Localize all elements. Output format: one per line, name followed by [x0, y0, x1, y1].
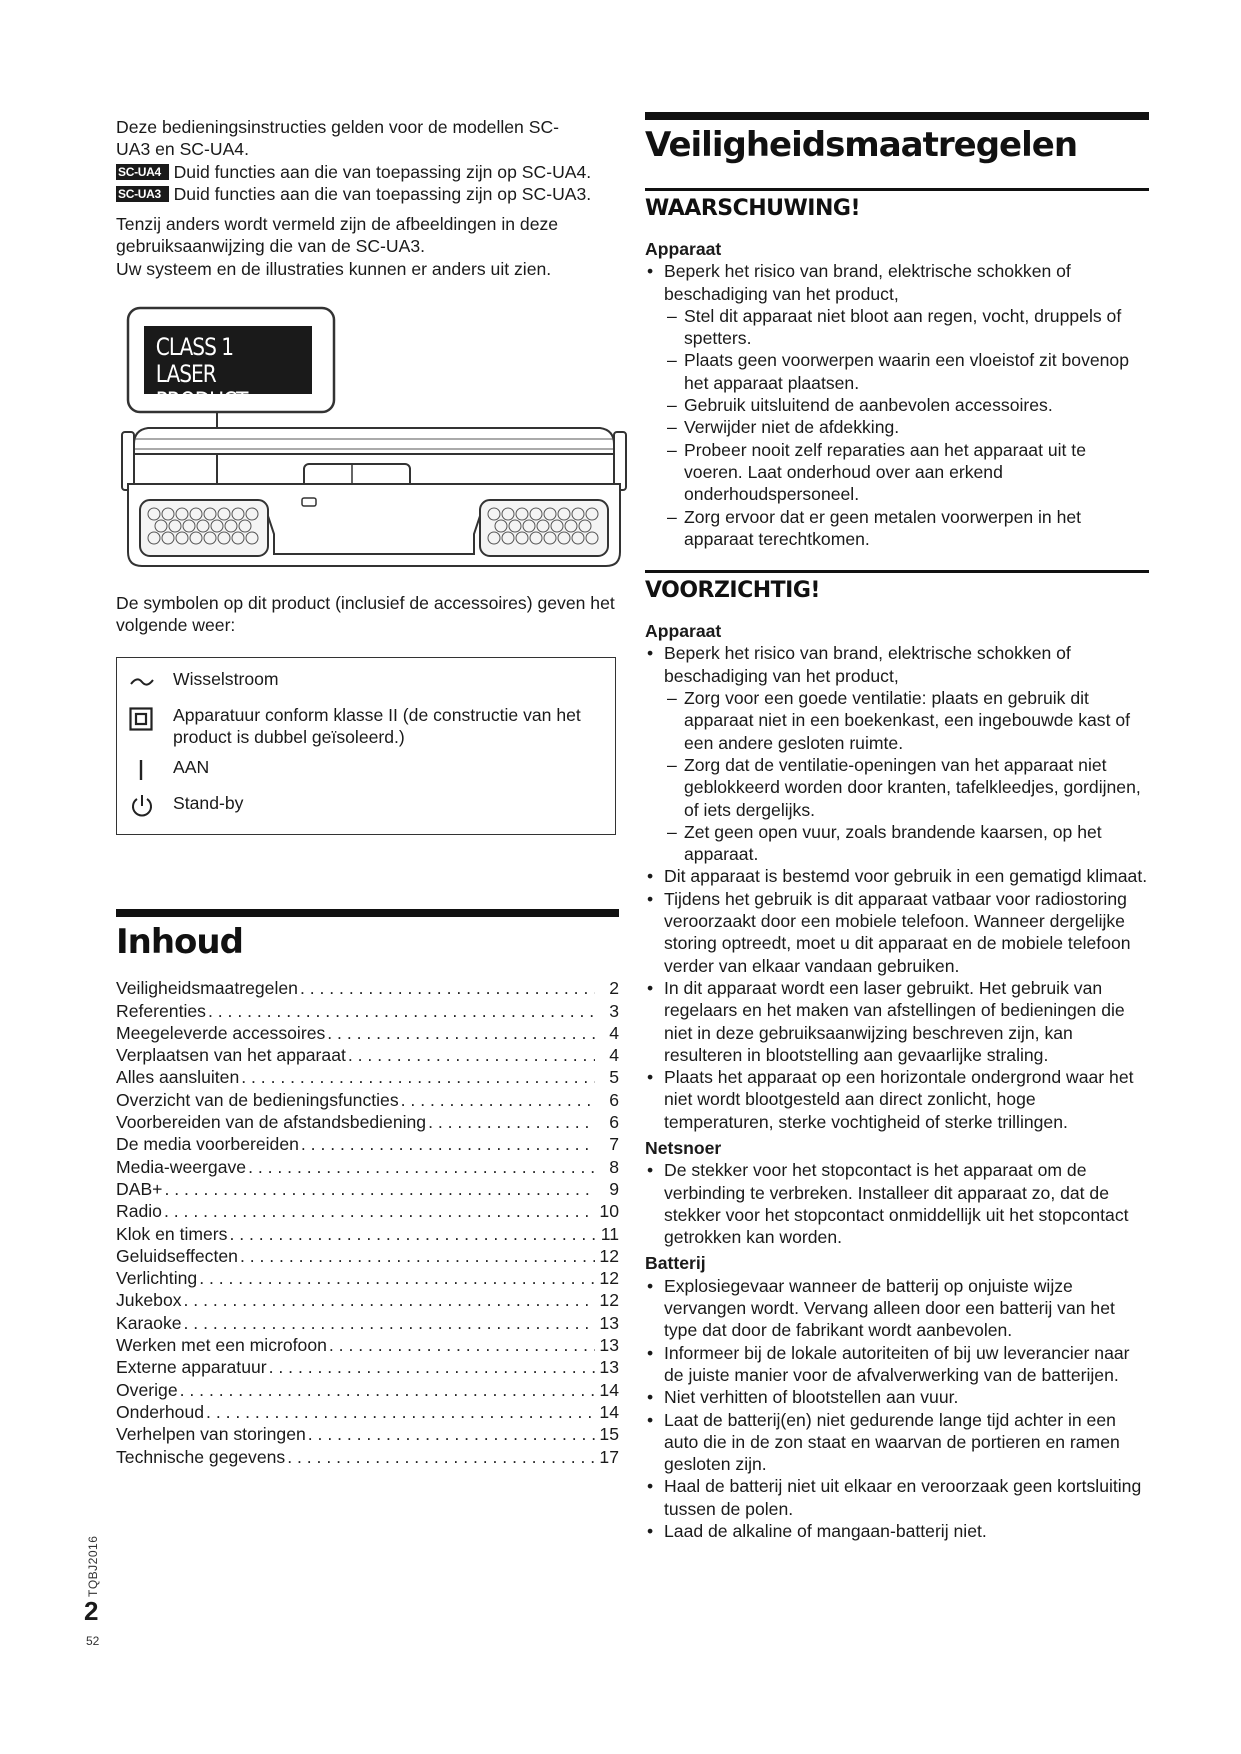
symbol-row — [129, 752, 603, 788]
toc-entry-label: Veiligheidsmaatregelen — [116, 978, 298, 999]
batterij-bullet-item: • Laat de batterij(en) niet gedurende lange tijd achter in een auto die in de zon staat en waarvan de portieren en ramen gesloten zijn. — [645, 1409, 1149, 1476]
right-column — [645, 112, 1149, 1542]
illustration-disclaimer: Uw systeem en de illustraties kunnen er anders uit zien. — [116, 258, 552, 279]
warning-dash-item: – Plaats geen voorwerpen waarin een vloeistof zit bovenop het apparaat plaatsen. — [645, 349, 1149, 394]
caution-dash-item: – Zet geen open vuur, zoals brandende kaarsen, op het apparaat. — [645, 821, 1149, 866]
toc-entry — [116, 977, 619, 999]
toc-title: Inhoud — [116, 909, 619, 963]
warning-heading: WAARSCHUWING! — [645, 188, 1149, 224]
warning-dash-item: – Stel dit apparaat niet bloot aan regen, vocht, druppels of spetters. — [645, 305, 1149, 350]
toc-dot-leader — [428, 1111, 595, 1133]
toc-dot-leader — [184, 1289, 595, 1311]
symbol-description: AAN — [173, 757, 210, 778]
warning-subheading: Apparaat — [645, 239, 722, 259]
toc-entry — [116, 1446, 619, 1468]
toc-entry-label: Verhelpen van storingen — [116, 1424, 306, 1445]
illustration-note: Tenzij anders wordt vermeld zijn de afbeeldingen in deze gebruiksaanwijzing die van de SC-UA3. — [116, 214, 559, 257]
toc-entry — [116, 1423, 619, 1445]
toc-entry-page: 14 — [599, 1379, 619, 1400]
toc-entry — [116, 1379, 619, 1401]
toc-entry — [116, 1044, 619, 1066]
toc-entry-label: Meegeleverde accessoires — [116, 1022, 326, 1043]
toc-dot-leader — [164, 1178, 595, 1200]
toc-dot-leader — [180, 1379, 595, 1401]
toc-entry-label: Verlichting — [116, 1268, 198, 1289]
laser-label-line1: CLASS 1 — [155, 333, 234, 362]
toc-dot-leader — [240, 1245, 595, 1267]
batterij-bullet-item: • Explosiegevaar wanneer de batterij op onjuiste wijze vervangen wordt. Vervang alleen door een batterij van het type dat door de fabrikant wordt aanbevolen. — [645, 1275, 1149, 1342]
toc-entry-label: Klok en timers — [116, 1223, 228, 1244]
symbols-intro: De symbolen op dit product (inclusief de accessoires) geven het volgende weer: — [116, 593, 615, 636]
toc-entry — [116, 1089, 619, 1111]
caution-bullet-item: • Dit apparaat is bestemd voor gebruik in een gematigd klimaat. — [645, 865, 1149, 887]
toc-entry-page: 5 — [609, 1067, 619, 1088]
caution-dash-item: – Zorg dat de ventilatie-openingen van het apparaat niet geblokkeerd worden door kranten, tafelkleedjes, gordijnen, of iets dergelijks. — [645, 754, 1149, 821]
caution-dash-item: – Zorg voor een goede ventilatie: plaats en gebruik dit apparaat niet in een boekenkast, een ingebouwde kast of een andere gesloten ruimte. — [645, 687, 1149, 754]
netsnoer-bullet-item: • De stekker voor het stopcontact is het apparaat om de verbinding te verbreken. Installeer dit apparaat zo, dat de stekker voor het stopcontact onmiddellijk uit het stopcontact getrokken kan worden. — [645, 1159, 1149, 1248]
toc-dot-leader — [184, 1312, 595, 1334]
document-code: TQBJ2016 — [86, 1535, 100, 1597]
caution-bullet-list — [645, 865, 1149, 1133]
toc-dot-leader — [269, 1356, 595, 1378]
toc-entry — [116, 1312, 619, 1334]
toc-entry — [116, 1334, 619, 1356]
toc-entry-page: 12 — [599, 1290, 619, 1311]
batterij-bullet-item: • Informeer bij de lokale autoriteiten of bij uw leverancier naar de juiste manier voor de afvalverwerking van de batterijen. — [645, 1342, 1149, 1387]
product-illustration — [114, 304, 634, 574]
toc-entry-page: 14 — [599, 1401, 619, 1422]
symbol-description: Apparatuur conform klasse II (de constructie van het product is dubbel geïsoleerd.) — [173, 704, 581, 747]
page-number-secondary: 52 — [86, 1634, 100, 1648]
toc-entry-page: 15 — [599, 1424, 619, 1445]
toc-entry-page: 2 — [609, 978, 619, 999]
standby-icon — [129, 792, 173, 820]
toc-entry — [116, 1022, 619, 1044]
toc-entry-page: 4 — [609, 1022, 619, 1043]
toc-entry-page: 10 — [599, 1201, 619, 1222]
toc-dot-leader — [241, 1066, 595, 1088]
batterij-bullet-item: • Laad de alkaline of mangaan-batterij niet. — [645, 1520, 1149, 1542]
toc-entry-label: Verplaatsen van het apparaat — [116, 1045, 346, 1066]
warning-dash-item: – Probeer nooit zelf reparaties aan het apparaat uit te voeren. Laat onderhoud over aan erkend onderhoudspersoneel. — [645, 439, 1149, 506]
netsnoer-bullet-list — [645, 1159, 1149, 1248]
toc-entry-label: Externe apparatuur — [116, 1357, 267, 1378]
toc-entry-page: 17 — [599, 1446, 619, 1467]
warning-dash-item: – Verwijder niet de afdekking. — [645, 416, 1149, 438]
toc-list — [116, 977, 619, 1468]
toc-entry-page: 4 — [609, 1045, 619, 1066]
toc-entry-label: De media voorbereiden — [116, 1134, 299, 1155]
toc-entry-page: 6 — [609, 1112, 619, 1133]
batterij-bullet-item: • Haal de batterij niet uit elkaar en veroorzaak geen kortsluiting tussen de polen. — [645, 1475, 1149, 1520]
toc-entry-page: 8 — [609, 1156, 619, 1177]
caution-dash-list — [645, 687, 1149, 865]
symbol-row — [129, 700, 603, 753]
left-column — [116, 116, 619, 1468]
toc-entry — [116, 1289, 619, 1311]
caution-subheading-netsnoer: Netsnoer — [645, 1137, 722, 1158]
toc-entry-label: Alles aansluiten — [116, 1067, 240, 1088]
toc-entry-page: 12 — [599, 1245, 619, 1266]
symbol-row — [129, 664, 603, 700]
toc-dot-leader — [248, 1156, 595, 1178]
toc-dot-leader — [208, 1000, 595, 1022]
toc-entry-label: Referenties — [116, 1000, 206, 1021]
toc-entry-page: 12 — [599, 1268, 619, 1289]
table-of-contents — [116, 909, 619, 1468]
caution-bullet-item: • In dit apparaat wordt een laser gebruikt. Het gebruik van regelaars en het maken van afstellingen of bedieningen die niet in deze gebruiksaanwijzing beschreven zijn, kan resulteren in blootstelling aan gevaarlijke straling. — [645, 977, 1149, 1066]
toc-entry — [116, 1000, 619, 1022]
toc-dot-leader — [206, 1401, 595, 1423]
symbols-table — [116, 657, 616, 836]
toc-entry — [116, 1156, 619, 1178]
on-bar-icon — [129, 756, 173, 784]
caution-bullet-item: • Tijdens het gebruik is dit apparaat vatbaar voor radiostoring veroorzaakt door een mobiele telefoon. Wanneer dergelijke storing optreedt, moet u dit apparaat en de mobiele telefoon verder van elkaar vandaan gebruiken. — [645, 888, 1149, 977]
warning-bullet: • Beperk het risico van brand, elektrische schokken of beschadiging van het product, — [645, 260, 1149, 305]
laser-product-label — [144, 326, 312, 416]
page-number: 2 — [84, 1596, 99, 1626]
warning-dash-list — [645, 305, 1149, 550]
caution-heading: VOORZICHTIG! — [645, 570, 1149, 606]
ac-wave-icon — [129, 668, 173, 696]
toc-dot-leader — [329, 1334, 595, 1356]
model-badge: SC-UA3 : — [116, 186, 169, 202]
toc-entry — [116, 1178, 619, 1200]
toc-entry-label: Technische gegevens — [116, 1446, 286, 1467]
toc-dot-leader — [327, 1022, 595, 1044]
symbol-row — [129, 788, 603, 824]
toc-dot-leader — [229, 1223, 595, 1245]
symbol-description: Stand-by — [173, 793, 244, 814]
toc-dot-leader — [287, 1446, 595, 1468]
toc-entry-label: Radio — [116, 1201, 162, 1222]
toc-entry — [116, 1200, 619, 1222]
batterij-bullet-item: • Niet verhitten of blootstellen aan vuur. — [645, 1386, 1149, 1408]
toc-dot-leader — [300, 977, 595, 999]
toc-entry-page: 13 — [599, 1335, 619, 1356]
toc-dot-leader — [164, 1200, 595, 1222]
toc-entry — [116, 1401, 619, 1423]
toc-entry — [116, 1133, 619, 1155]
symbol-description: Wisselstroom — [173, 668, 279, 689]
toc-entry — [116, 1245, 619, 1267]
toc-entry-label: Overige — [116, 1379, 178, 1400]
toc-entry-label: Onderhoud — [116, 1401, 205, 1422]
caution-subheading-batterij: Batterij — [645, 1253, 706, 1274]
toc-entry-label: Jukebox — [116, 1290, 182, 1311]
toc-entry-label: Media-weergave — [116, 1156, 247, 1177]
toc-entry — [116, 1267, 619, 1289]
toc-entry-label: Voorbereiden van de afstandsbediening — [116, 1112, 427, 1133]
model-description: Duid functies aan die van toepassing zijn op SC-UA4. — [173, 161, 592, 182]
toc-entry — [116, 1356, 619, 1378]
toc-entry — [116, 1111, 619, 1133]
toc-entry-label: DAB+ — [116, 1178, 163, 1199]
toc-dot-leader — [301, 1133, 595, 1155]
model-badge: SC-UA4 : — [116, 164, 169, 180]
toc-entry-label: Karaoke — [116, 1312, 182, 1333]
toc-entry — [116, 1066, 619, 1088]
caution-bullet: • Beperk het risico van brand, elektrische schokken of beschadiging van het product, — [645, 642, 1149, 687]
model-row-sc-ua4 — [116, 161, 619, 183]
intro-text: Deze bedieningsinstructies gelden voor de modellen SC-UA3 en SC-UA4. — [116, 117, 560, 160]
toc-entry-label: Overzicht van de bedieningsfuncties — [116, 1089, 399, 1110]
warning-dash-item: – Zorg ervoor dat er geen metalen voorwerpen in het apparaat terechtkomen. — [645, 506, 1149, 551]
model-row-sc-ua3 — [116, 183, 619, 205]
class-ii-icon — [129, 704, 173, 734]
toc-entry-label: Geluidseffecten — [116, 1245, 238, 1266]
warning-dash-item: – Gebruik uitsluitend de aanbevolen accessoires. — [645, 394, 1149, 416]
toc-entry-page: 13 — [599, 1312, 619, 1333]
toc-entry-label: Werken met een microfoon — [116, 1335, 327, 1356]
caution-bullet-item: • Plaats het apparaat op een horizontale ondergrond waar het niet wordt blootgesteld aan direct zonlicht, hoge temperaturen, sterke vochtigheid of sterke trillingen. — [645, 1066, 1149, 1133]
toc-dot-leader — [199, 1267, 595, 1289]
toc-dot-leader — [348, 1044, 595, 1066]
laser-label-line2: LASER PRODUCT — [155, 360, 248, 416]
batterij-bullet-list — [645, 1275, 1149, 1543]
caution-subheading-apparaat: Apparaat — [645, 621, 722, 642]
safety-title: Veiligheidsmaatregelen — [645, 112, 1149, 166]
toc-entry — [116, 1223, 619, 1245]
toc-entry-page: 13 — [599, 1357, 619, 1378]
toc-dot-leader — [401, 1089, 595, 1111]
model-description: Duid functies aan die van toepassing zijn op SC-UA3. — [173, 183, 592, 204]
toc-entry-page: 3 — [609, 1000, 619, 1021]
toc-entry-page: 6 — [609, 1089, 619, 1110]
toc-entry-page: 9 — [609, 1178, 619, 1199]
toc-entry-page: 11 — [600, 1223, 619, 1244]
toc-entry-page: 7 — [609, 1134, 619, 1155]
toc-dot-leader — [308, 1423, 595, 1445]
